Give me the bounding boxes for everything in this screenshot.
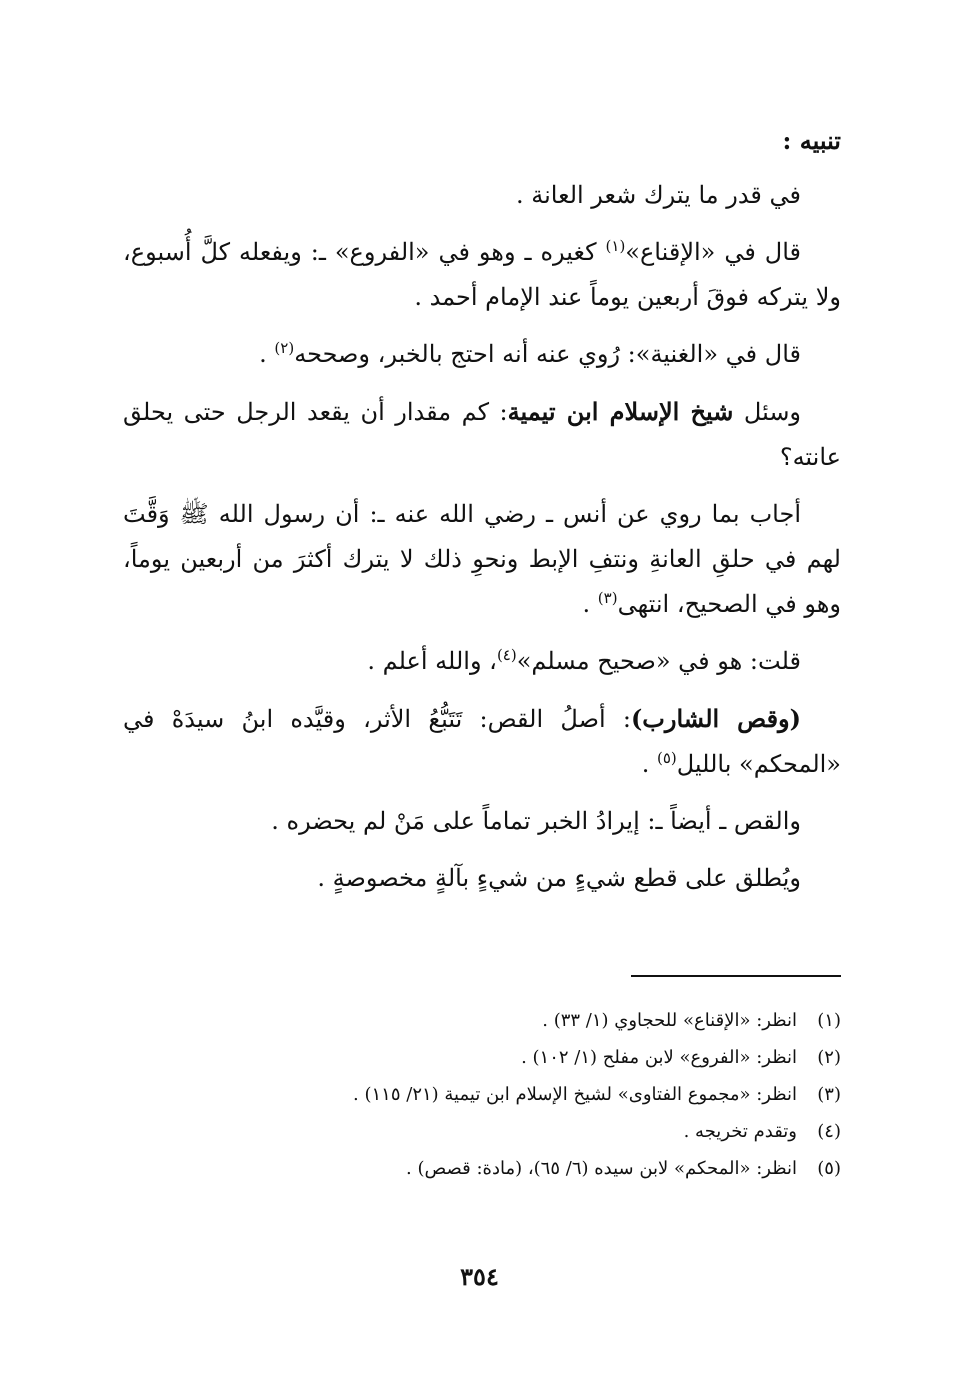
footnote-text: انظر: «مجموع الفتاوى» لشيخ الإسلام ابن تيمية (٢١/ ١١٥) . [353, 1084, 797, 1105]
paragraph-6-text-b: ، والله أعلم . [367, 647, 497, 675]
footnote-number: (٣) [817, 1084, 841, 1105]
paragraph-5-text-b: . [582, 590, 598, 618]
paragraph-8-text: والقص ـ أيضاً ـ: إيرادُ الخبر تماماً على مَنْ لم يحضره . [271, 807, 801, 835]
paragraph-4-text-a: وسئل [733, 398, 802, 426]
footnotes [123, 1002, 841, 1187]
paragraph-5 [123, 492, 841, 627]
paragraph-6 [123, 639, 841, 684]
footnote-5 [123, 1150, 841, 1187]
footnote-text: وتقدم تخريجه . [683, 1121, 797, 1142]
footnote-ref-3[interactable]: (٣) [597, 589, 618, 607]
paragraph-7-text-b: . [641, 750, 657, 778]
paragraph-4-bold-name: شيخ الإسلام ابن تيمية [507, 397, 734, 426]
main-text [123, 118, 841, 913]
footnote-3 [123, 1076, 841, 1113]
paragraph-9 [123, 856, 841, 901]
footnote-ref-5[interactable]: (٥) [656, 749, 677, 767]
paragraph-1 [123, 173, 841, 218]
paragraph-1-text: في قدر ما يترك شعر العانة . [516, 181, 801, 209]
footnote-number: (١) [817, 1010, 841, 1031]
paragraph-4 [123, 389, 841, 480]
section-heading: تنبيه : [782, 126, 841, 155]
footnote-divider [631, 975, 841, 977]
paragraph-7-bold-term: (وقص الشارب) [630, 704, 801, 733]
paragraph-5-text-a: أجاب بما روي عن أنس ـ رضي الله عنه ـ: أن رسول الله ﷺ وَقَّتَ لهم في حلقِ العانةِ ونتفِ الإبط ونحوِ ذلك لا يترك أكثرَ من أربعين يوماً، وهو في الصحيح، انتهى [123, 500, 841, 618]
footnote-text: انظر: «المحكم» لابن سيده (٦/ ٦٥)، (مادة: قصص) . [406, 1158, 797, 1179]
paragraph-3-text-b: . [259, 340, 275, 368]
paragraph-4-text-b: : كم مقدار أن يقعد الرجل حتى يحلق عانته؟ [123, 398, 841, 471]
footnote-ref-4[interactable]: (٤) [496, 646, 517, 664]
paragraph-3-text-a: قال في «الغنية»: رُوي عنه أنه احتج بالخبر، وصححه [294, 340, 801, 368]
paragraph-7 [123, 696, 841, 787]
paragraph-2-text-a: قال في «الإقناع» [625, 238, 801, 266]
footnote-4 [123, 1113, 841, 1150]
paragraph-2 [123, 230, 841, 320]
footnote-ref-1[interactable]: (١) [605, 237, 626, 255]
footnote-number: (٢) [817, 1047, 841, 1068]
footnote-number: (٤) [817, 1121, 841, 1142]
paragraph-8 [123, 799, 841, 844]
footnote-1 [123, 1002, 841, 1039]
paragraph-9-text: ويُطلق على قطع شيءٍ من شيءٍ بآلةٍ مخصوصةٍ . [317, 864, 801, 892]
paragraph-6-text-a: قلت: هو في «صحيح مسلم» [516, 647, 801, 675]
paragraph-7-text-a: : أصلُ القص: تَتَبُّعُ الأثر، وقيَّده ابنُ سيدَهْ في «المحكم» بالليل [123, 705, 841, 778]
paragraph-3 [123, 332, 841, 377]
page-number: ٣٥٤ [460, 1262, 499, 1291]
footnote-ref-2[interactable]: (٢) [274, 339, 295, 357]
footnote-number: (٥) [817, 1158, 841, 1179]
paragraph-2-text-b: كغيره ـ وهو في «الفروع» ـ: ويفعله كلَّ أُسبوع، ولا يتركه فوقَ أربعين يوماً عند الإمام أحمد . [123, 238, 841, 311]
footnote-text: انظر: «الإقناع» للحجاوي (١/ ٣٣) . [542, 1010, 797, 1031]
footnote-text: انظر: «الفروع» لابن مفلح (١/ ١٠٢) . [521, 1047, 797, 1068]
footnote-2 [123, 1039, 841, 1076]
